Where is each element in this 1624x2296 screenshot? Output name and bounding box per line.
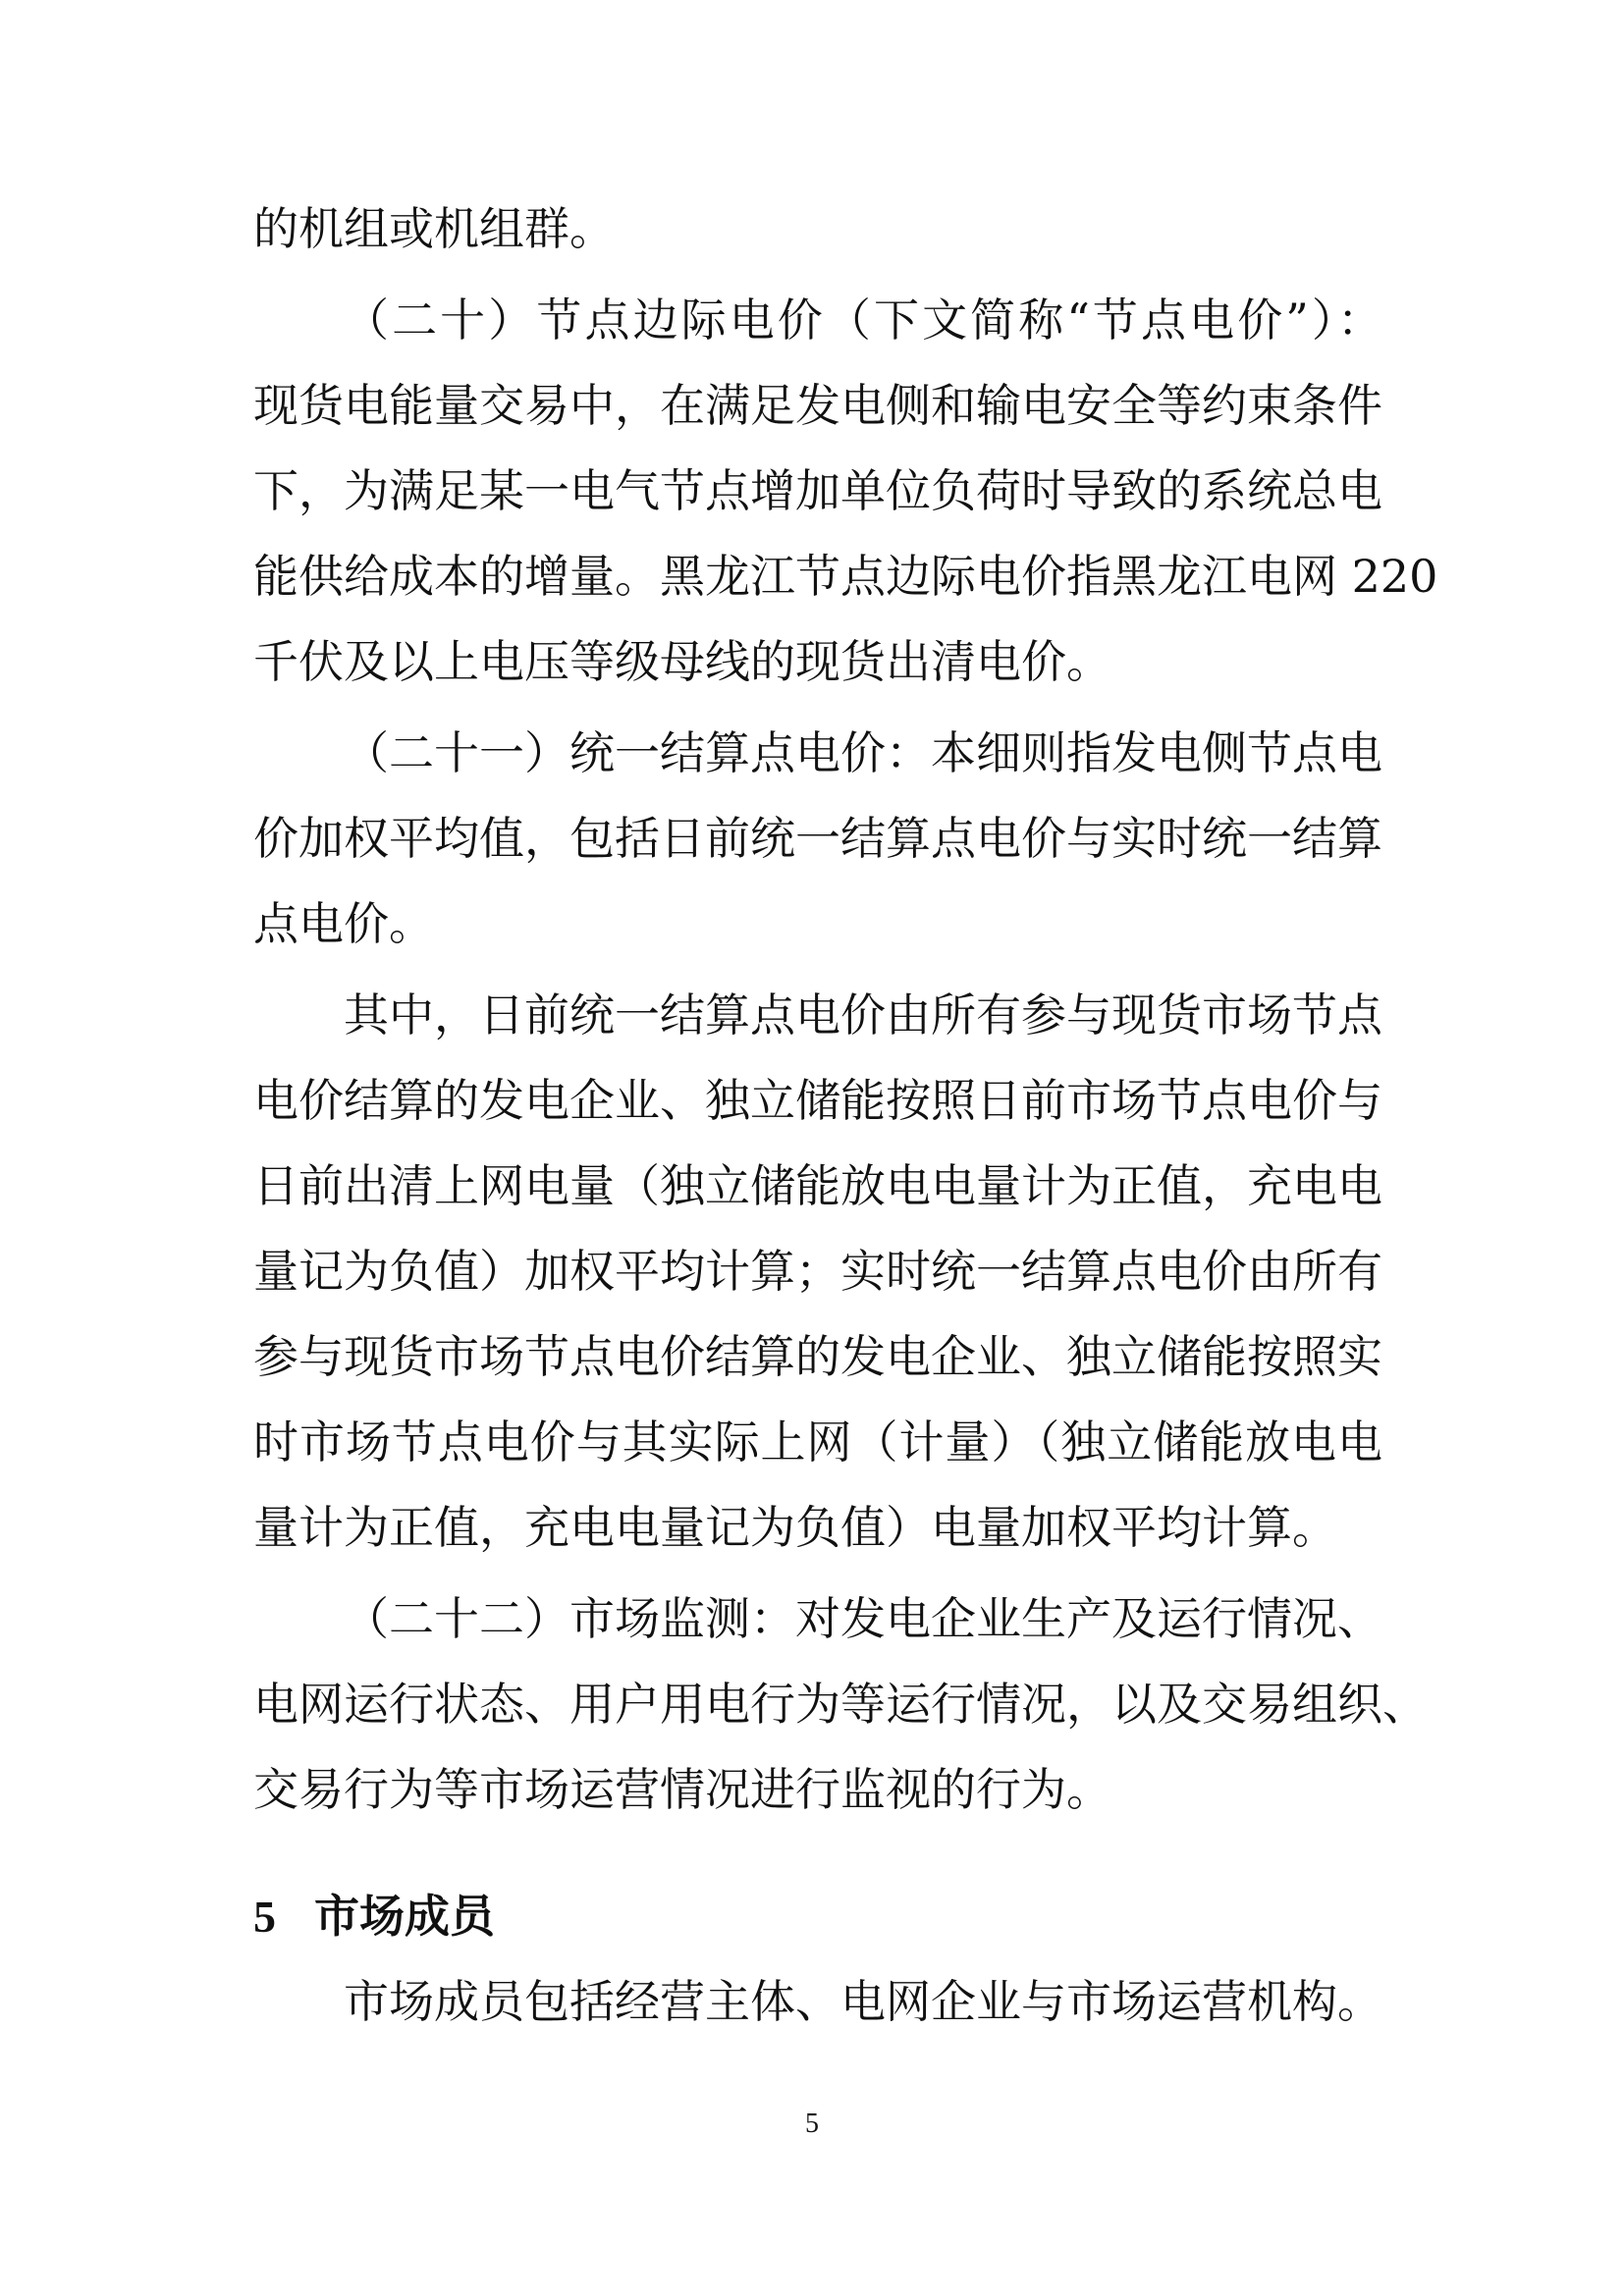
text-line: （二十一）统一结算点电价：本细则指发电侧节点电 [344, 726, 1382, 779]
text-line: 参与现货市场节点电价结算的发电企业、独立储能按照实 [253, 1330, 1382, 1383]
text-line: 现货电能量交易中，在满足发电侧和输电安全等约束条件 [253, 379, 1382, 432]
document-body [253, 187, 1438, 2045]
paragraph-continuation [253, 187, 1382, 272]
text-line: 其中，日前统一结算点电价由所有参与现货市场节点 [344, 988, 1382, 1041]
section-title: 市场成员 [314, 1890, 495, 1943]
text-line: 日前出清上网电量（独立储能放电电量计为正值，充电电 [253, 1159, 1382, 1212]
text-line: 能供给成本的增量。黑龙江节点边际电价指黑龙江电网 220 [253, 550, 1438, 603]
text-line: 的机组或机组群。 [253, 202, 615, 255]
section-body-text: 市场成员包括经营主体、电网企业与市场运营机构。 [344, 1975, 1382, 2028]
text-line: 量计为正值，充电电量记为负值）电量加权平均计算。 [253, 1501, 1337, 1554]
text-line: 量记为负值）加权平均计算；实时统一结算点电价由所有 [253, 1245, 1382, 1298]
section-heading [253, 1874, 1382, 1959]
text-line: （二十）节点边际电价（下文简称“节点电价”）： [344, 294, 1382, 347]
text-line: 价加权平均值，包括日前统一结算点电价与实时统一结算 [253, 812, 1382, 865]
paragraph-21-settlement-price [253, 711, 1382, 967]
text-line: 电网运行状态、用户用电行为等运行情况，以及交易组织、 [253, 1678, 1428, 1731]
page-number: 5 [805, 2109, 819, 2139]
section-number: 5 [253, 1892, 276, 1942]
paragraph-settlement-detail [253, 973, 1382, 1571]
paragraph-20-nodal-price [253, 278, 1438, 705]
text-line: 电价结算的发电企业、独立储能按照日前市场节点电价与 [253, 1074, 1382, 1127]
text-line: 时市场节点电价与其实际上网（计量）（独立储能放电电 [253, 1415, 1382, 1468]
text-line: 点电价。 [253, 897, 434, 950]
text-line: （二十二）市场监测：对发电企业生产及运行情况、 [344, 1592, 1382, 1645]
text-line: 千伏及以上电压等级母线的现货出清电价。 [253, 635, 1111, 688]
text-line: 交易行为等市场运营情况进行监视的行为。 [253, 1763, 1111, 1816]
paragraph-22-market-monitoring [253, 1576, 1428, 1833]
text-line: 下，为满足某一电气节点增加单位负荷时导致的系统总电 [253, 464, 1382, 517]
